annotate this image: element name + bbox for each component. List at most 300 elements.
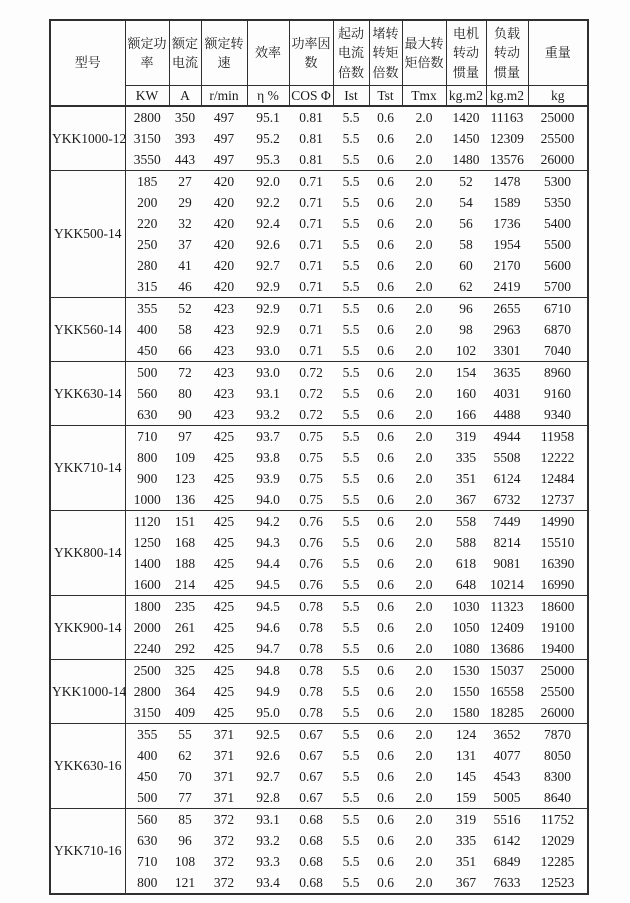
model-cell: YKK1000-12: [50, 106, 125, 171]
data-cell: 235: [169, 596, 201, 618]
data-cell: 0.6: [377, 194, 394, 210]
data-cell: 60: [459, 257, 473, 273]
data-cell: 93.1: [256, 385, 280, 401]
data-cell: 0.71: [299, 215, 323, 231]
col-header-max-torque-ratio: 最大转矩倍数: [402, 20, 446, 86]
data-cell: 93.0: [247, 362, 289, 384]
data-cell: 5.5: [342, 194, 360, 210]
data-cell: 5.5: [333, 106, 369, 128]
data-cell: 66: [178, 342, 192, 358]
data-cell: 351: [455, 853, 477, 869]
data-cell: 425: [201, 660, 247, 682]
data-cell: 372: [213, 874, 235, 890]
data-cell: 16390: [540, 555, 575, 571]
data-cell: 1420: [446, 106, 486, 128]
data-cell: 131: [455, 747, 477, 763]
col-header-motor-inertia: 电机转动惯量: [446, 20, 486, 86]
data-cell: 5516: [486, 809, 528, 831]
data-cell: 2.0: [402, 596, 446, 618]
unit-power-factor: COS Φ: [289, 86, 333, 107]
data-cell: 2655: [486, 298, 528, 320]
data-cell: 12285: [540, 853, 575, 869]
data-cell: 0.6: [377, 619, 394, 635]
table-row: [50, 596, 588, 618]
header-label-row: [50, 20, 588, 86]
data-cell: 1120: [125, 511, 169, 533]
data-cell: 0.68: [299, 874, 323, 890]
data-cell: 5.5: [342, 406, 360, 422]
data-cell: 94.5: [247, 596, 289, 618]
data-cell: 5.5: [342, 534, 360, 550]
table-row: [50, 404, 588, 426]
data-cell: 11163: [486, 106, 528, 128]
spec-table: [49, 19, 589, 895]
data-cell: 423: [201, 298, 247, 320]
data-cell: 200: [137, 194, 158, 210]
data-cell: 315: [137, 278, 158, 294]
data-cell: 630: [137, 406, 158, 422]
table-row: [50, 830, 588, 851]
data-cell: 0.6: [369, 660, 402, 682]
data-cell: 94.3: [256, 534, 280, 550]
data-cell: 558: [446, 511, 486, 533]
data-cell: 2.0: [402, 809, 446, 831]
data-cell: 5.5: [342, 130, 360, 146]
data-cell: 372: [213, 853, 235, 869]
data-cell: 0.6: [377, 470, 394, 486]
data-cell: 16990: [540, 576, 575, 592]
data-cell: 1450: [452, 130, 480, 146]
data-cell: 0.6: [369, 724, 402, 746]
data-cell: 0.76: [299, 534, 323, 550]
data-cell: 5.5: [333, 511, 369, 533]
data-cell: 0.6: [377, 555, 394, 571]
data-cell: 2.0: [415, 619, 433, 635]
table-row: [50, 787, 588, 809]
data-cell: 2.0: [415, 853, 433, 869]
data-cell: 123: [174, 470, 196, 486]
data-cell: 0.81: [289, 106, 333, 128]
data-cell: 5.5: [342, 321, 360, 337]
data-cell: 2.0: [402, 660, 446, 682]
data-cell: 102: [455, 342, 477, 358]
data-cell: 15037: [486, 660, 528, 682]
data-cell: 0.67: [299, 747, 323, 763]
data-cell: 1580: [452, 704, 480, 720]
data-cell: 0.6: [377, 640, 394, 656]
data-cell: 0.6: [377, 853, 394, 869]
unit-load-inertia: kg.m2: [486, 86, 528, 107]
data-cell: 371: [201, 724, 247, 746]
data-cell: 97: [169, 426, 201, 448]
data-cell: 5.5: [342, 257, 360, 273]
data-cell: 0.78: [299, 619, 323, 635]
data-cell: 8960: [528, 362, 588, 384]
table-body: [50, 106, 588, 894]
data-cell: 3150: [133, 130, 161, 146]
data-cell: 0.71: [289, 171, 333, 193]
data-cell: 93.8: [256, 449, 280, 465]
model-cell: YKK1000-14: [50, 660, 125, 724]
data-cell: 500: [125, 362, 169, 384]
data-cell: 371: [213, 768, 235, 784]
data-cell: 92.6: [256, 236, 280, 252]
data-cell: 425: [213, 449, 235, 465]
data-cell: 0.6: [377, 278, 394, 294]
data-cell: 80: [178, 385, 192, 401]
table-row: [50, 340, 588, 362]
data-cell: 5.5: [342, 832, 360, 848]
table-row: [50, 511, 588, 533]
data-cell: 5350: [544, 194, 571, 210]
data-cell: 335: [455, 449, 477, 465]
data-cell: 25000: [528, 660, 588, 682]
table-row: [50, 447, 588, 468]
data-cell: 95.0: [256, 704, 280, 720]
data-cell: 2.0: [402, 106, 446, 128]
data-cell: 94.0: [256, 491, 280, 507]
data-cell: 450: [137, 342, 158, 358]
data-cell: 93.3: [256, 853, 280, 869]
data-cell: 2500: [125, 660, 169, 682]
data-cell: 8640: [544, 789, 571, 805]
data-cell: 8300: [544, 768, 571, 784]
data-cell: 52: [169, 298, 201, 320]
data-cell: 367: [455, 874, 477, 890]
data-cell: 0.68: [299, 832, 323, 848]
data-cell: 54: [459, 194, 473, 210]
data-cell: 5.5: [342, 874, 360, 890]
data-cell: 1530: [446, 660, 486, 682]
data-cell: 5600: [544, 257, 571, 273]
data-cell: 425: [213, 470, 235, 486]
data-cell: 5.5: [342, 789, 360, 805]
data-cell: 145: [455, 768, 477, 784]
data-cell: 5.5: [342, 151, 360, 167]
data-cell: 5.5: [342, 853, 360, 869]
data-cell: 13576: [490, 151, 524, 167]
data-cell: 90: [178, 406, 192, 422]
data-cell: 62: [178, 747, 192, 763]
data-cell: 0.81: [299, 151, 323, 167]
data-cell: 2.0: [415, 640, 433, 656]
data-cell: 0.6: [377, 832, 394, 848]
data-cell: 5.5: [333, 171, 369, 193]
data-cell: 6142: [493, 832, 521, 848]
data-cell: 351: [455, 470, 477, 486]
data-cell: 27: [169, 171, 201, 193]
data-cell: 497: [213, 130, 235, 146]
col-header-power-factor: 功率因数: [289, 20, 333, 86]
data-cell: 2.0: [415, 832, 433, 848]
data-cell: 11958: [528, 426, 588, 448]
data-cell: 409: [174, 704, 196, 720]
data-cell: 2.0: [415, 449, 433, 465]
data-cell: 0.6: [377, 449, 394, 465]
data-cell: 3301: [493, 342, 521, 358]
data-cell: 393: [174, 130, 196, 146]
col-header-rated-current: 额定电流: [169, 20, 201, 86]
data-cell: 96: [178, 832, 192, 848]
data-cell: 3652: [486, 724, 528, 746]
data-cell: 0.72: [289, 362, 333, 384]
data-cell: 425: [213, 683, 235, 699]
data-cell: 423: [213, 321, 235, 337]
table-row: [50, 872, 588, 894]
data-cell: 425: [201, 511, 247, 533]
data-cell: 95.2: [256, 130, 280, 146]
table-row: [50, 809, 588, 831]
data-cell: 109: [174, 449, 196, 465]
data-cell: 214: [174, 576, 196, 592]
data-cell: 5.5: [342, 236, 360, 252]
table-row: [50, 213, 588, 234]
data-cell: 325: [169, 660, 201, 682]
data-cell: 420: [213, 215, 235, 231]
data-cell: 648: [455, 576, 477, 592]
data-cell: 0.6: [377, 789, 394, 805]
data-cell: 13686: [490, 640, 524, 656]
table-row: [50, 745, 588, 766]
unit-efficiency: η %: [247, 86, 289, 107]
data-cell: 350: [169, 106, 201, 128]
model-cell: YKK500-14: [50, 171, 125, 298]
table-row: [50, 617, 588, 638]
data-cell: 2800: [133, 683, 161, 699]
table-row: [50, 681, 588, 702]
data-cell: 1000: [133, 491, 161, 507]
data-cell: 2419: [493, 278, 521, 294]
data-cell: 0.6: [369, 106, 402, 128]
data-cell: 0.6: [377, 747, 394, 763]
table-row: [50, 702, 588, 724]
data-cell: 2.0: [415, 385, 433, 401]
data-cell: 7870: [528, 724, 588, 746]
data-cell: 0.6: [377, 491, 394, 507]
data-cell: 94.2: [247, 511, 289, 533]
data-cell: 400: [137, 747, 158, 763]
data-cell: 0.6: [377, 130, 394, 146]
data-cell: 1800: [125, 596, 169, 618]
data-cell: 2.0: [415, 491, 433, 507]
data-cell: 220: [137, 215, 158, 231]
data-cell: 10214: [490, 576, 524, 592]
data-cell: 800: [137, 874, 158, 890]
data-cell: 92.8: [256, 789, 280, 805]
table-row: [50, 383, 588, 404]
data-cell: 0.67: [299, 789, 323, 805]
data-cell: 26000: [540, 151, 575, 167]
data-cell: 1080: [452, 640, 480, 656]
data-cell: 0.6: [377, 576, 394, 592]
table-row: [50, 724, 588, 746]
col-header-rated-speed: 额定转速: [201, 20, 247, 86]
data-cell: 588: [455, 534, 477, 550]
table-row: [50, 192, 588, 213]
data-cell: 41: [178, 257, 192, 273]
table-row: [50, 489, 588, 511]
data-cell: 94.5: [256, 576, 280, 592]
data-cell: 5.5: [333, 362, 369, 384]
data-cell: 32: [178, 215, 192, 231]
data-cell: 250: [137, 236, 158, 252]
table-row: [50, 128, 588, 149]
data-cell: 1589: [493, 194, 521, 210]
data-cell: 425: [213, 704, 235, 720]
col-header-efficiency: 效率: [247, 20, 289, 86]
data-cell: 280: [137, 257, 158, 273]
data-cell: 261: [174, 619, 196, 635]
col-header-starting-current-ratio: 起动电流倍数: [333, 20, 369, 86]
data-cell: 0.71: [299, 321, 323, 337]
data-cell: 14990: [528, 511, 588, 533]
data-cell: 425: [201, 426, 247, 448]
data-cell: 0.6: [369, 809, 402, 831]
data-cell: 92.5: [247, 724, 289, 746]
data-cell: 0.78: [299, 704, 323, 720]
data-cell: 18600: [528, 596, 588, 618]
data-cell: 355: [125, 724, 169, 746]
table-row: [50, 574, 588, 596]
data-cell: 710: [125, 426, 169, 448]
data-cell: 2.0: [415, 747, 433, 763]
data-cell: 52: [446, 171, 486, 193]
data-cell: 2.0: [415, 470, 433, 486]
data-cell: 710: [137, 853, 158, 869]
data-cell: 25500: [540, 683, 575, 699]
data-cell: 0.6: [377, 215, 394, 231]
data-cell: 93.4: [256, 874, 280, 890]
data-cell: 355: [125, 298, 169, 320]
data-cell: 5.5: [342, 768, 360, 784]
data-cell: 560: [125, 809, 169, 831]
table-row: [50, 638, 588, 660]
data-cell: 371: [213, 747, 235, 763]
data-cell: 2.0: [402, 724, 446, 746]
col-header-locked-rotor-torque-ratio: 堵转转矩倍数: [369, 20, 402, 86]
data-cell: 77: [178, 789, 192, 805]
data-cell: 6710: [528, 298, 588, 320]
data-cell: 154: [446, 362, 486, 384]
data-cell: 0.71: [289, 298, 333, 320]
col-header-model: 型号: [50, 20, 125, 106]
data-cell: 0.72: [299, 385, 323, 401]
data-cell: 0.6: [369, 596, 402, 618]
data-cell: 0.76: [299, 555, 323, 571]
data-cell: 5.5: [333, 298, 369, 320]
data-cell: 4031: [493, 385, 521, 401]
data-cell: 4488: [493, 406, 521, 422]
data-cell: 3635: [486, 362, 528, 384]
data-cell: 1550: [452, 683, 480, 699]
data-cell: 0.71: [299, 278, 323, 294]
data-cell: 12409: [490, 619, 524, 635]
col-header-weight: 重量: [528, 20, 588, 86]
data-cell: 94.6: [256, 619, 280, 635]
unit-weight: kg: [528, 86, 588, 107]
data-cell: 5.5: [342, 555, 360, 571]
data-cell: 5.5: [333, 809, 369, 831]
data-cell: 7449: [486, 511, 528, 533]
unit-rated-current: A: [169, 86, 201, 107]
data-cell: 5.5: [342, 619, 360, 635]
data-cell: 0.6: [377, 257, 394, 273]
table-row: [50, 660, 588, 682]
unit-motor-inertia: kg.m2: [446, 86, 486, 107]
data-cell: 151: [169, 511, 201, 533]
data-cell: 5508: [493, 449, 521, 465]
data-cell: 93.7: [247, 426, 289, 448]
data-cell: 319: [446, 809, 486, 831]
data-cell: 5005: [493, 789, 521, 805]
table-row: [50, 468, 588, 489]
table-row: [50, 319, 588, 340]
data-cell: 5.5: [342, 576, 360, 592]
data-cell: 16558: [490, 683, 524, 699]
data-cell: 6124: [493, 470, 521, 486]
data-cell: 0.6: [377, 236, 394, 252]
data-cell: 319: [446, 426, 486, 448]
data-cell: 124: [446, 724, 486, 746]
data-cell: 292: [174, 640, 196, 656]
data-cell: 5.5: [342, 342, 360, 358]
data-cell: 0.6: [377, 534, 394, 550]
unit-rated-power: KW: [125, 86, 169, 107]
data-cell: 5.5: [342, 704, 360, 720]
data-cell: 2.0: [415, 257, 433, 273]
data-cell: 2.0: [415, 151, 433, 167]
data-cell: 425: [213, 491, 235, 507]
data-cell: 9340: [544, 406, 571, 422]
data-cell: 4077: [493, 747, 521, 763]
data-cell: 425: [213, 534, 235, 550]
data-cell: 0.67: [289, 724, 333, 746]
data-cell: 2170: [493, 257, 521, 273]
header-unit-row: [50, 86, 588, 107]
data-cell: 93.2: [256, 406, 280, 422]
data-cell: 94.4: [256, 555, 280, 571]
data-cell: 3550: [133, 151, 161, 167]
data-cell: 1030: [446, 596, 486, 618]
data-cell: 0.68: [289, 809, 333, 831]
data-cell: 19400: [540, 640, 575, 656]
data-cell: 1050: [452, 619, 480, 635]
data-cell: 58: [178, 321, 192, 337]
data-cell: 160: [455, 385, 477, 401]
table-row: [50, 851, 588, 872]
data-cell: 2.0: [415, 215, 433, 231]
data-cell: 58: [459, 236, 473, 252]
data-cell: 62: [459, 278, 473, 294]
data-cell: 0.75: [299, 470, 323, 486]
data-cell: 560: [137, 385, 158, 401]
data-cell: 92.0: [247, 171, 289, 193]
data-cell: 0.68: [299, 853, 323, 869]
data-cell: 11752: [528, 809, 588, 831]
data-cell: 0.71: [299, 342, 323, 358]
data-cell: 800: [137, 449, 158, 465]
data-cell: 420: [213, 257, 235, 273]
unit-locked-rotor-torque-ratio: Tst: [369, 86, 402, 107]
data-cell: 2963: [493, 321, 521, 337]
data-cell: 94.7: [256, 640, 280, 656]
data-cell: 93.1: [247, 809, 289, 831]
data-cell: 0.75: [299, 491, 323, 507]
data-cell: 2240: [133, 640, 161, 656]
data-cell: 46: [178, 278, 192, 294]
data-cell: 12222: [540, 449, 575, 465]
table-row: [50, 426, 588, 448]
